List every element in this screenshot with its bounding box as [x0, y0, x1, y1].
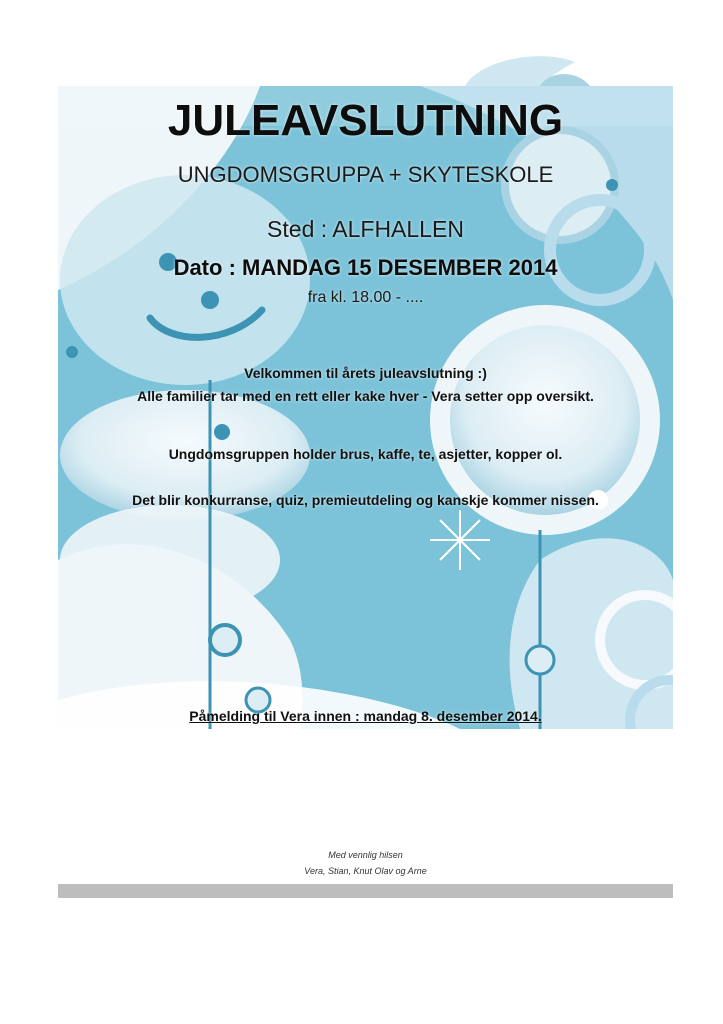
venue-line: Sted : ALFHALLEN: [267, 216, 464, 242]
date-line: Dato : MANDAG 15 DESEMBER 2014: [173, 255, 558, 280]
families-text: Alle familier tar med en rett eller kake hver - Vera setter opp oversikt.: [137, 388, 594, 404]
activities-text: Det blir konkurranse, quiz, premieutdeling og kanskje kommer nissen.: [132, 492, 599, 508]
poster-title: JULEAVSLUTNING: [167, 96, 564, 145]
refreshments-text: Ungdomsgruppen holder brus, kaffe, te, asjetter, kopper ol.: [168, 446, 563, 462]
welcome-text: Velkommen til årets juleavslutning :): [244, 365, 487, 381]
poster-subtitle: UNGDOMSGRUPPA + SKYTESKOLE: [177, 162, 554, 187]
footer-bar: [58, 884, 673, 898]
closing-greeting: Med vennlig hilsen: [328, 850, 403, 860]
signers: Vera, Stian, Knut Olav og Arne: [304, 866, 427, 876]
signup-deadline: Påmelding til Vera innen : mandag 8. desember 2014.: [189, 708, 542, 724]
top-swirl-decoration: [465, 56, 590, 86]
time-line: fra kl. 18.00 - ....: [307, 289, 424, 306]
